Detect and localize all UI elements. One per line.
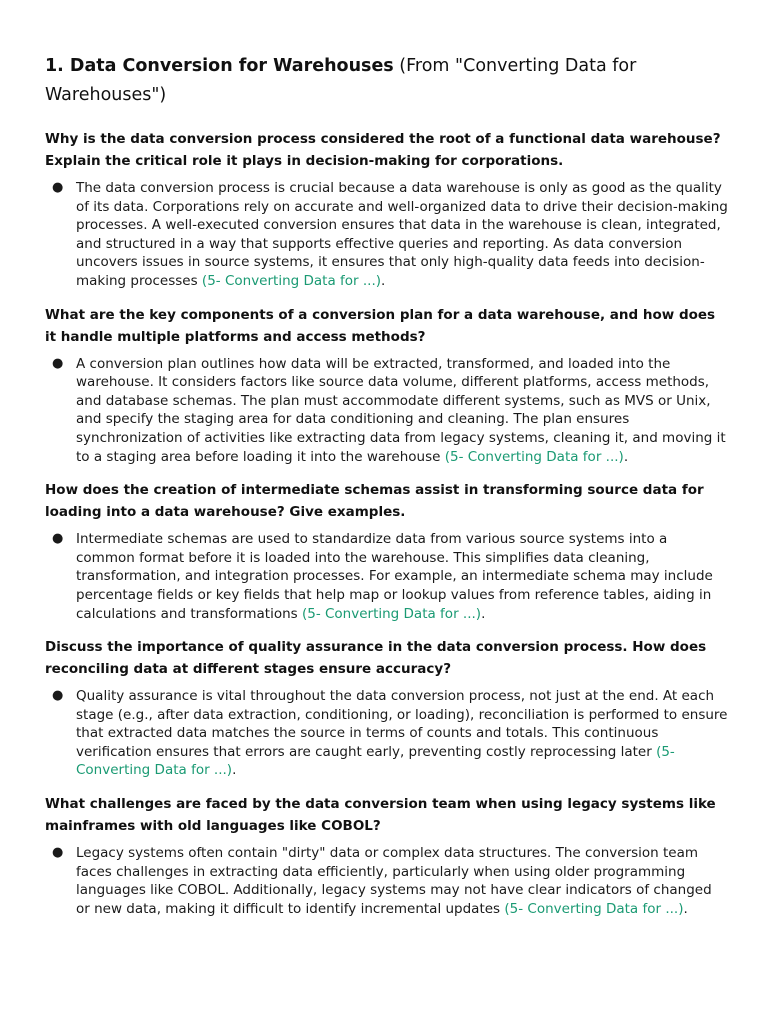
answer-text: Quality assurance is vital throughout the data conversion process, not just at the end. At each stage (e.g., after data extraction, conditioning, or loading), reconciliation is performed to ensure that extracted data matches the source in terms of counts and totals. This continuous verification ensures that errors are caught early, preventing costly reprocessing later [76,688,728,760]
answer-text: Legacy systems often contain "dirty" data or complex data structures. The conversion team faces challenges in extracting data efficiently, particularly when using older programming languages like COBOL. Additionally, legacy systems may not have clear indicators of changed or new data, making it difficult to identify incremental updates [76,845,712,917]
answer-end: . [481,605,486,622]
qa-section-3 [45,479,728,623]
question-heading: How does the creation of intermediate schemas assist in transforming source data for loading into a data warehouse? Give examples. [45,482,704,521]
answer-list [45,355,728,467]
bullet-icon: ● [52,531,64,547]
answer-list [45,530,728,623]
question-heading: Discuss the importance of quality assurance in the data conversion process. How does reconciling data at different stages ensure accuracy? [45,639,707,678]
title-main: 1. Data Conversion for Warehouses [45,56,394,76]
page-title [45,52,728,110]
question-heading: What challenges are faced by the data conversion team when using legacy systems like mainframes with old languages like COBOL? [45,796,716,835]
answer-list [45,687,728,780]
qa-section-5 [45,793,728,918]
citation-link[interactable]: (5- Converting Data for ...) [197,272,382,289]
answer-list [45,179,728,291]
answer-item [45,530,728,623]
bullet-icon: ● [52,355,64,371]
answer-end: . [381,272,386,289]
answer-end: . [683,900,688,917]
answer-item [45,687,728,780]
question-heading: What are the key components of a conversion plan for a data warehouse, and how does it handle multiple platforms and access methods? [45,306,716,345]
answer-list [45,844,728,918]
bullet-icon: ● [52,180,64,195]
answer-item [45,179,728,291]
bullet-icon: ● [52,845,64,861]
answer-text: A conversion plan outlines how data will be extracted, transformed, and loaded into the warehouse. It considers factors like source data volume, different platforms, access methods, and database schemas. The plan must accommodate different systems, such as MVS or Unix, and specify the staging area for data conditioning and cleaning. The plan ensures synchronization of activities like extracting data from legacy systems, cleaning it, and moving it to a staging area before loading it into the warehouse [76,355,726,465]
question-heading: Why is the data conversion process considered the root of a functional data warehouse? Explain the critical role it plays in decision-making for corporations. [45,131,721,169]
title-source: (From "Converting Data for Warehouses") [45,56,637,105]
qa-section-2 [45,304,728,467]
answer-text: The data conversion process is crucial because a data warehouse is only as good as the quality of its data. Corporations rely on accurate and well-organized data to drive their decision-making processes. A well-executed conversion ensures that data in the warehouse is clean, integrated, and structured in a way that supports effective queries and reporting. As data conversion uncovers issues in source systems, it ensures that only high-quality data feeds into decision-making processes [76,180,728,289]
citation-link[interactable]: (5- Converting Data for ...) [76,743,675,779]
answer-end: . [232,762,237,779]
citation-link[interactable]: (5- Converting Data for ...) [440,448,624,465]
citation-link[interactable]: (5- Converting Data for ...) [500,900,684,917]
qa-section-4 [45,636,728,780]
answer-item [45,844,728,918]
qa-section-1 [45,128,728,291]
answer-text: Intermediate schemas are used to standardize data from various source systems into a common format before it is loaded into the warehouse. This simplifies data cleaning, transformation, and integration processes. For example, an intermediate schema may include percentage fields or key fields that help map or lookup values from reference tables, aiding in calculations and transformations [76,531,713,622]
citation-link[interactable]: (5- Converting Data for ...) [297,605,482,622]
bullet-icon: ● [52,688,64,704]
answer-item [45,355,728,467]
answer-end: . [623,448,629,465]
